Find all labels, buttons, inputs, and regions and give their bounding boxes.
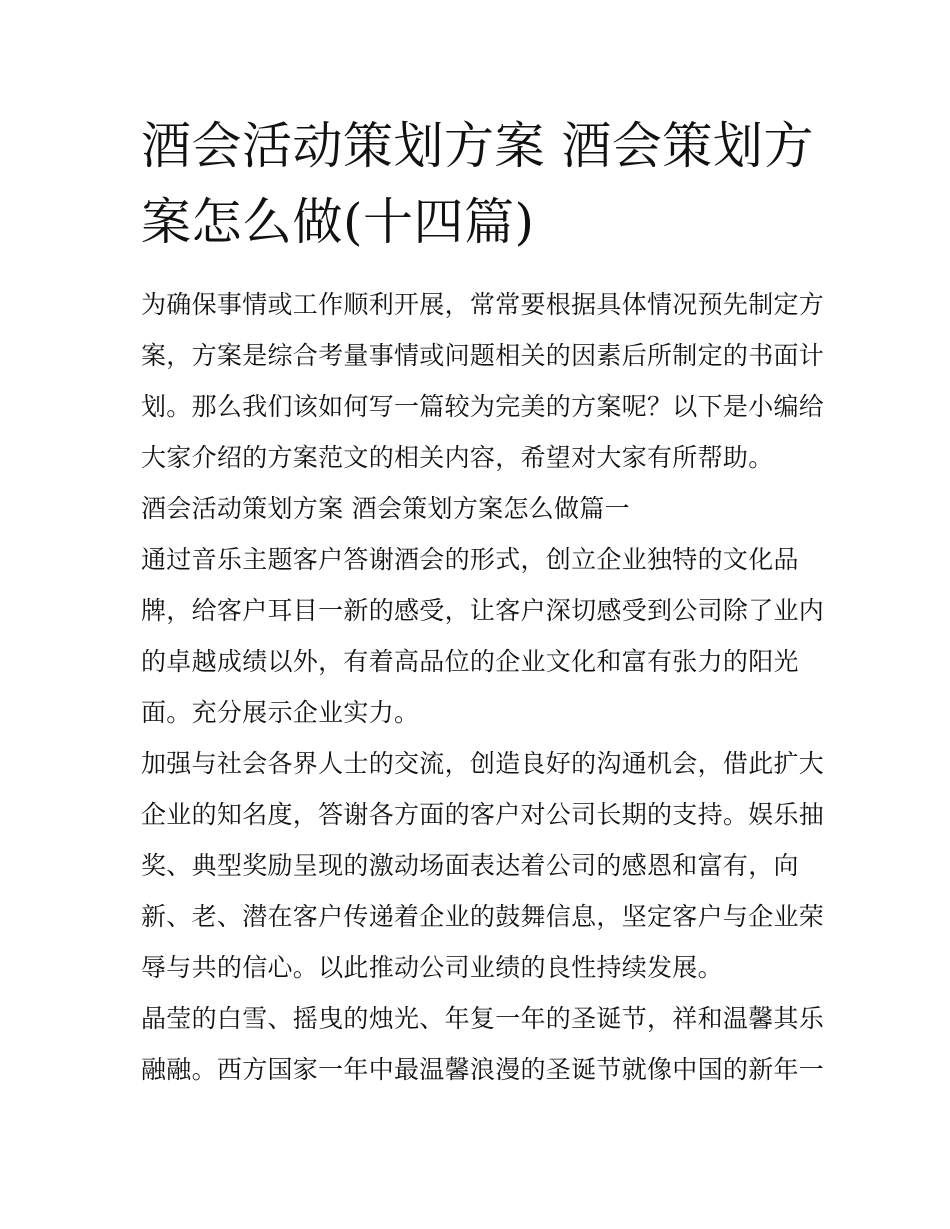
- section-heading: 酒会活动策划方案 酒会策划方案怎么做篇一: [141, 494, 630, 523]
- body-line: 通过音乐主题客户答谢酒会的形式，创立企业独特的文化品: [141, 545, 799, 574]
- body-line: 奖、典型奖励呈现的激动场面表达着公司的感恩和富有，向: [141, 851, 799, 880]
- body-line: 面。充分展示企业实力。: [141, 698, 420, 727]
- body-line: 大家介绍的方案范文的相关内容，希望对大家有所帮助。: [141, 443, 774, 472]
- body-line: 划。那么我们该如何写一篇较为完美的方案呢？以下是小编给: [141, 392, 825, 421]
- title-line-2: 案怎么做(十四篇): [141, 193, 535, 251]
- body-line: 案，方案是综合考量事情或问题相关的因素后所制定的书面计: [141, 341, 825, 370]
- title-line-1: 酒会活动策划方案 酒会策划方: [141, 117, 814, 175]
- body-line: 融融。西方国家一年中最温馨浪漫的圣诞节就像中国的新年一: [141, 1055, 825, 1084]
- body-line: 企业的知名度，答谢各方面的客户对公司长期的支持。娱乐抽: [141, 800, 825, 829]
- body-line: 的卓越成绩以外，有着高品位的企业文化和富有张力的阳光: [141, 647, 799, 676]
- document-title: [141, 108, 817, 260]
- body-line: 新、老、潜在客户传递着企业的鼓舞信息，坚定客户与企业荣: [141, 902, 825, 931]
- body-line: 辱与共的信心。以此推动公司业绩的良性持续发展。: [141, 953, 723, 982]
- body-line: 为确保事情或工作顺利开展，常常要根据具体情况预先制定方: [141, 290, 825, 319]
- document-body: [141, 279, 825, 1095]
- body-line: 晶莹的白雪、摇曳的烛光、年复一年的圣诞节，祥和温馨其乐: [141, 1004, 825, 1033]
- body-line: 加强与社会各界人士的交流，创造良好的沟通机会，借此扩大: [141, 749, 825, 778]
- document-page: [141, 108, 825, 1095]
- body-line: 牌，给客户耳目一新的感受，让客户深切感受到公司除了业内: [141, 596, 825, 625]
